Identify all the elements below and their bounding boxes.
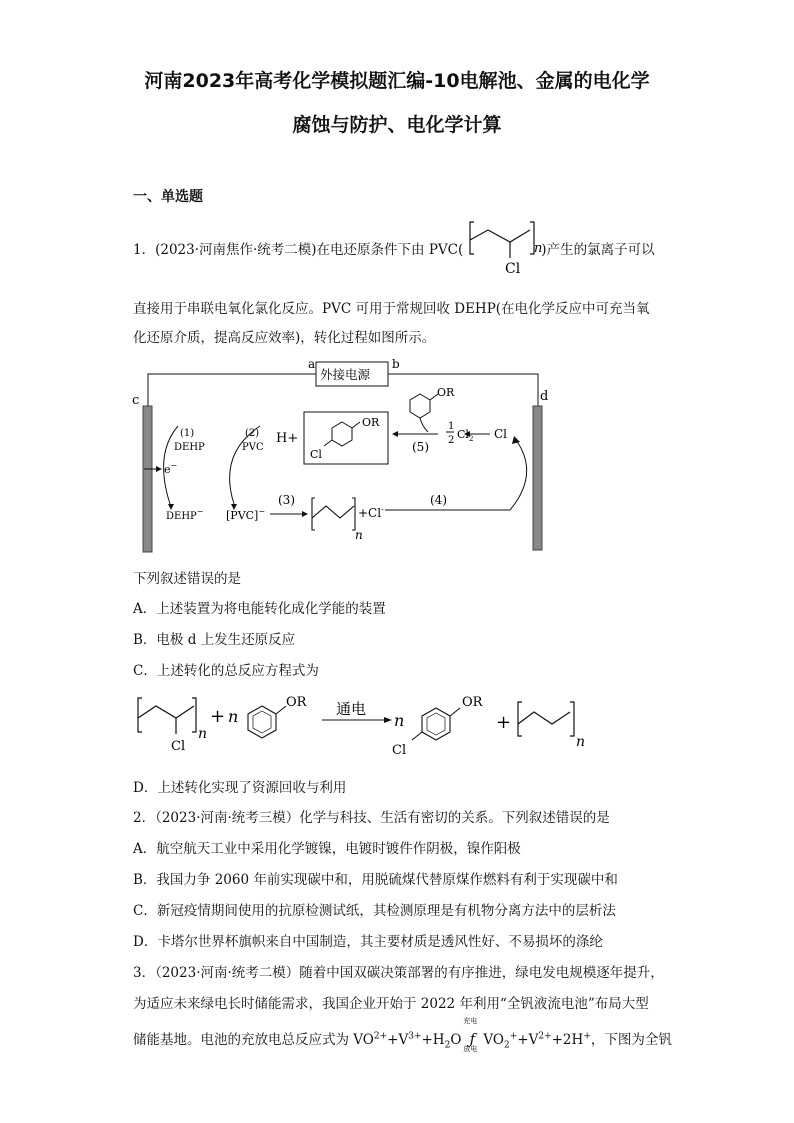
electrolysis-diagram xyxy=(130,354,560,556)
aryl-ether-small xyxy=(410,394,438,432)
q1-line1 xyxy=(133,238,655,258)
step1-label: (1) xyxy=(180,428,195,439)
cl-right: Cl xyxy=(494,427,508,441)
pvc-top: PVC xyxy=(242,442,264,453)
q3-line3-a: 储能基地。电池的充放电总反应式为 VO xyxy=(133,1032,374,1048)
q2-option-c: C．新冠疫情期间使用的抗原检测试纸，其检测原理是有机物分离方法中的层析法 xyxy=(133,903,616,919)
q1-text-b: )产生的氯离子可以 xyxy=(541,242,655,258)
step4-label: (4) xyxy=(430,493,447,507)
eq-plus-1: + xyxy=(210,706,226,727)
q2-option-b: B．我国力争 2060 年前实现碳中和，用脱硫煤代替原煤作燃料有利于实现碳中和 xyxy=(133,872,618,888)
q3-discharge: 放电 xyxy=(463,1045,478,1053)
q1-text-a: 1．(2023·河南焦作·统考二模)在电还原条件下由 PVC( xyxy=(133,242,464,258)
step2-label: (2) xyxy=(245,428,260,439)
overall-equation xyxy=(130,688,600,768)
eq-cl-1: Cl xyxy=(171,739,186,754)
pvc-radical-anion: [PVC]− xyxy=(226,507,266,522)
label-c: c xyxy=(132,393,140,408)
eq-chloro-aryl-ether xyxy=(412,708,460,740)
electrode-c xyxy=(143,406,152,552)
chloro-aryl-ether xyxy=(324,422,360,446)
eq-polyethylene xyxy=(518,702,574,736)
q1-option-a: A．上述装置为将电能转化成化学能的装置 xyxy=(133,601,386,617)
label-b: b xyxy=(392,357,400,371)
section-heading: 一、单选题 xyxy=(133,189,203,205)
q2-stem: 2．（2023·河南·统考三模）化学与科技、生活有密切的关系。下列叙述错误的是 xyxy=(133,810,610,826)
dehp-top: DEHP xyxy=(174,442,205,453)
q3-line2: 为适应未来绿电长时储能需求，我国企业开始于 2022 年利用“全钒液流电池”布局大型 xyxy=(133,996,649,1012)
doc-title-line2: 腐蚀与防护、电化学计算 xyxy=(292,114,502,136)
or-small: OR xyxy=(437,386,455,399)
electron-label: e− xyxy=(164,461,178,476)
h-plus-label: H+ xyxy=(276,431,299,446)
eq-n-sub-2: n xyxy=(576,734,586,750)
q1-option-b: B．电极 d 上发生还原反应 xyxy=(133,632,296,648)
q2-option-a: A．航空航天工业中采用化学镀镍，电镀时镀件作阴极，镍作阳极 xyxy=(133,841,521,857)
doc-title-line1: 河南2023年高考化学模拟题汇编-10电解池、金属的电化学 xyxy=(144,70,650,92)
q3-charge: 充电 xyxy=(463,1017,478,1025)
label-d: d xyxy=(540,389,549,404)
cl-box: Cl xyxy=(310,448,322,461)
q1-option-c: C．上述转化的总反应方程式为 xyxy=(133,663,319,679)
eq-n-sub-1: n xyxy=(198,726,208,742)
eq-coef-1: n xyxy=(228,707,239,726)
eq-coef-2: n xyxy=(394,711,405,730)
step3-label: (3) xyxy=(278,493,295,507)
eq-arrow-label: 通电 xyxy=(336,700,367,718)
q3-line3: 储能基地。电池的充放电总反应式为 $VO^{2+}+V^{3+}+H_2O$ 充电 ƒ 放电 $VO_2^++V^{2+}+2H^+$，下图为全钒 xyxy=(133,1017,672,1053)
cl2-label: $Cl_2$ xyxy=(457,428,474,443)
pvc-structure-inline xyxy=(466,218,550,280)
dehp-bottom: DEHP− xyxy=(166,507,204,522)
q1-line2: 直接用于串联电氧化氯化反应。PVC 可用于常规回收 DEHP(在电化学反应中可充当氧 xyxy=(133,301,650,317)
eq-plus-2: + xyxy=(496,712,512,733)
half-num: 1 xyxy=(448,421,455,432)
half-den: 2 xyxy=(448,435,455,446)
or-box: OR xyxy=(362,416,380,429)
q1-prompt: 下列叙述错误的是 xyxy=(133,571,241,587)
q3-line3-b: ，下图为全钒 xyxy=(590,1032,672,1048)
electrode-d xyxy=(533,406,542,550)
power-supply-label: 外接电源 xyxy=(320,367,371,382)
q3-line1: 3．（2023·河南·统考二模）随着中国双碳决策部署的有序推进，绿电发电规模逐年提升， xyxy=(133,965,664,981)
cl-minus-label: +Cl- xyxy=(358,505,384,520)
label-a: a xyxy=(308,357,316,371)
eq-cl-2: Cl xyxy=(392,743,407,758)
q1-line3: 化还原介质，提高反应效率)，转化过程如图所示。 xyxy=(133,330,436,346)
polyethylene-structure xyxy=(312,498,355,530)
q2-option-d: D．卡塔尔世界杯旗帜来自中国制造，其主要材质是透风性好、不易损坏的涤纶 xyxy=(133,934,603,950)
pvc-n-label: n xyxy=(534,241,543,256)
step5-label: (5) xyxy=(412,440,429,454)
pvc-cl-label: Cl xyxy=(505,261,521,277)
eq-or-1: OR xyxy=(286,695,307,710)
eq-or-2: OR xyxy=(462,695,483,710)
pe-n: n xyxy=(355,528,363,542)
eq-phenyl-ether xyxy=(248,706,286,738)
q1-option-d: D．上述转化实现了资源回收与利用 xyxy=(133,780,347,796)
